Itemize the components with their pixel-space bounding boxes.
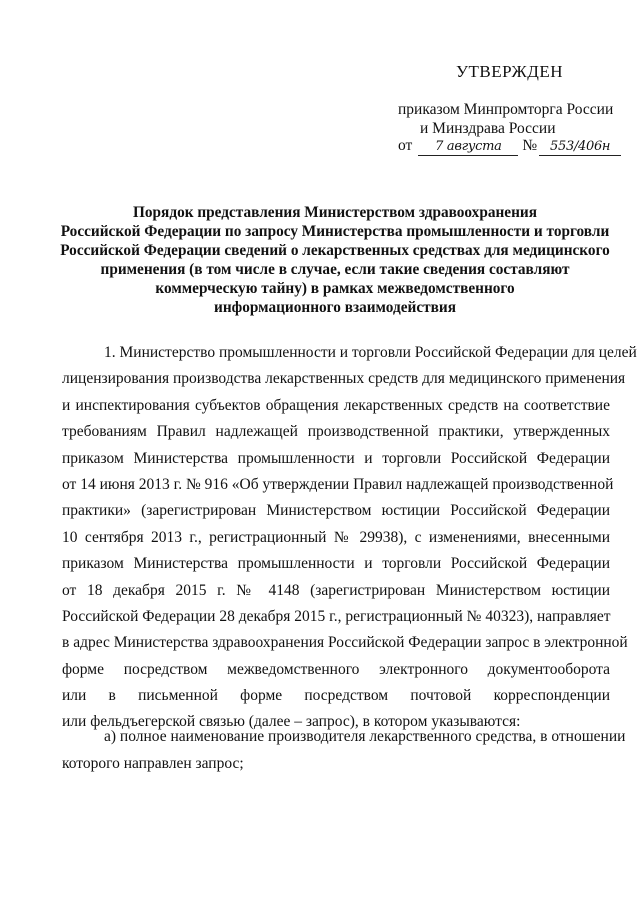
- approval-order-line-1: приказом Минпромторга России: [398, 101, 614, 118]
- paragraph-1: [62, 340, 637, 736]
- paragraph-line: приказом Министерства промышленности и торговли Российской Федерации: [62, 555, 610, 573]
- paragraph-line: лицензирования производства лекарственных средств для медицинского применения: [62, 370, 626, 388]
- title-line: применения (в том числе в случае, если такие сведения составляют: [100, 261, 570, 278]
- handwritten-date: 7 августа: [418, 139, 518, 156]
- title-line: Порядок представления Министерством здравоохранения: [133, 204, 537, 221]
- paragraph-line: форме посредством межведомственного электронного документооборота: [62, 660, 610, 678]
- paragraph-line: 10 сентября 2013 г., регистрационный № 29938), с изменениями, внесенными: [62, 528, 610, 546]
- paragraph-line: которого направлен запрос;: [62, 755, 244, 772]
- date-prefix: от: [398, 137, 413, 154]
- paragraph-line: в адрес Министерства здравоохранения Российской Федерации запрос в электронной: [62, 634, 628, 652]
- paragraph-line: требованиям Правил надлежащей производственной практики, утвержденных: [62, 423, 610, 441]
- title-line: информационного взаимодействия: [214, 299, 456, 316]
- document-title: [60, 203, 610, 317]
- paragraph-line: от 14 июня 2013 г. № 916 «Об утверждении Правил надлежащей производственной: [62, 475, 614, 493]
- paragraph-line: Российской Федерации 28 декабря 2015 г., регистрационный № 40323), направляет: [62, 607, 611, 625]
- title-line: коммерческую тайну) в рамках межведомственного: [155, 280, 515, 297]
- paragraph-line: 1. Министерство промышленности и торговли Российской Федерации для целей: [104, 344, 637, 361]
- handwritten-number: 553/406н: [539, 139, 621, 156]
- approval-heading: УТВЕРЖДЕН: [456, 62, 563, 81]
- paragraph-line: или в письменной форме посредством почтовой корреспонденции: [62, 687, 610, 705]
- title-line: Российской Федерации сведений о лекарственных средствах для медицинского: [60, 242, 610, 259]
- paragraph-line: или фельдъегерской связью (далее – запрос), в котором указываются:: [62, 713, 521, 731]
- approval-date-number-line: [398, 137, 621, 156]
- paragraph-line: приказом Министерства промышленности и торговли Российской Федерации: [62, 449, 610, 467]
- paragraph-line: а) полное наименование производителя лекарственного средства, в отношении: [104, 728, 626, 745]
- paragraph-line: от 18 декабря 2015 г. № 4148 (зарегистрирован Министерством юстиции: [62, 581, 610, 599]
- approval-order-line-2: и Минздрава России: [420, 120, 556, 137]
- paragraph-2: [62, 723, 626, 777]
- paragraph-line: практики» (зарегистрирован Министерством юстиции Российской Федерации: [62, 502, 610, 520]
- number-prefix: №: [522, 137, 538, 154]
- paragraph-line: и инспектирования субъектов обращения лекарственных средств на соответствие: [62, 396, 610, 414]
- title-line: Российской Федерации по запросу Министерства промышленности и торговли: [60, 223, 610, 240]
